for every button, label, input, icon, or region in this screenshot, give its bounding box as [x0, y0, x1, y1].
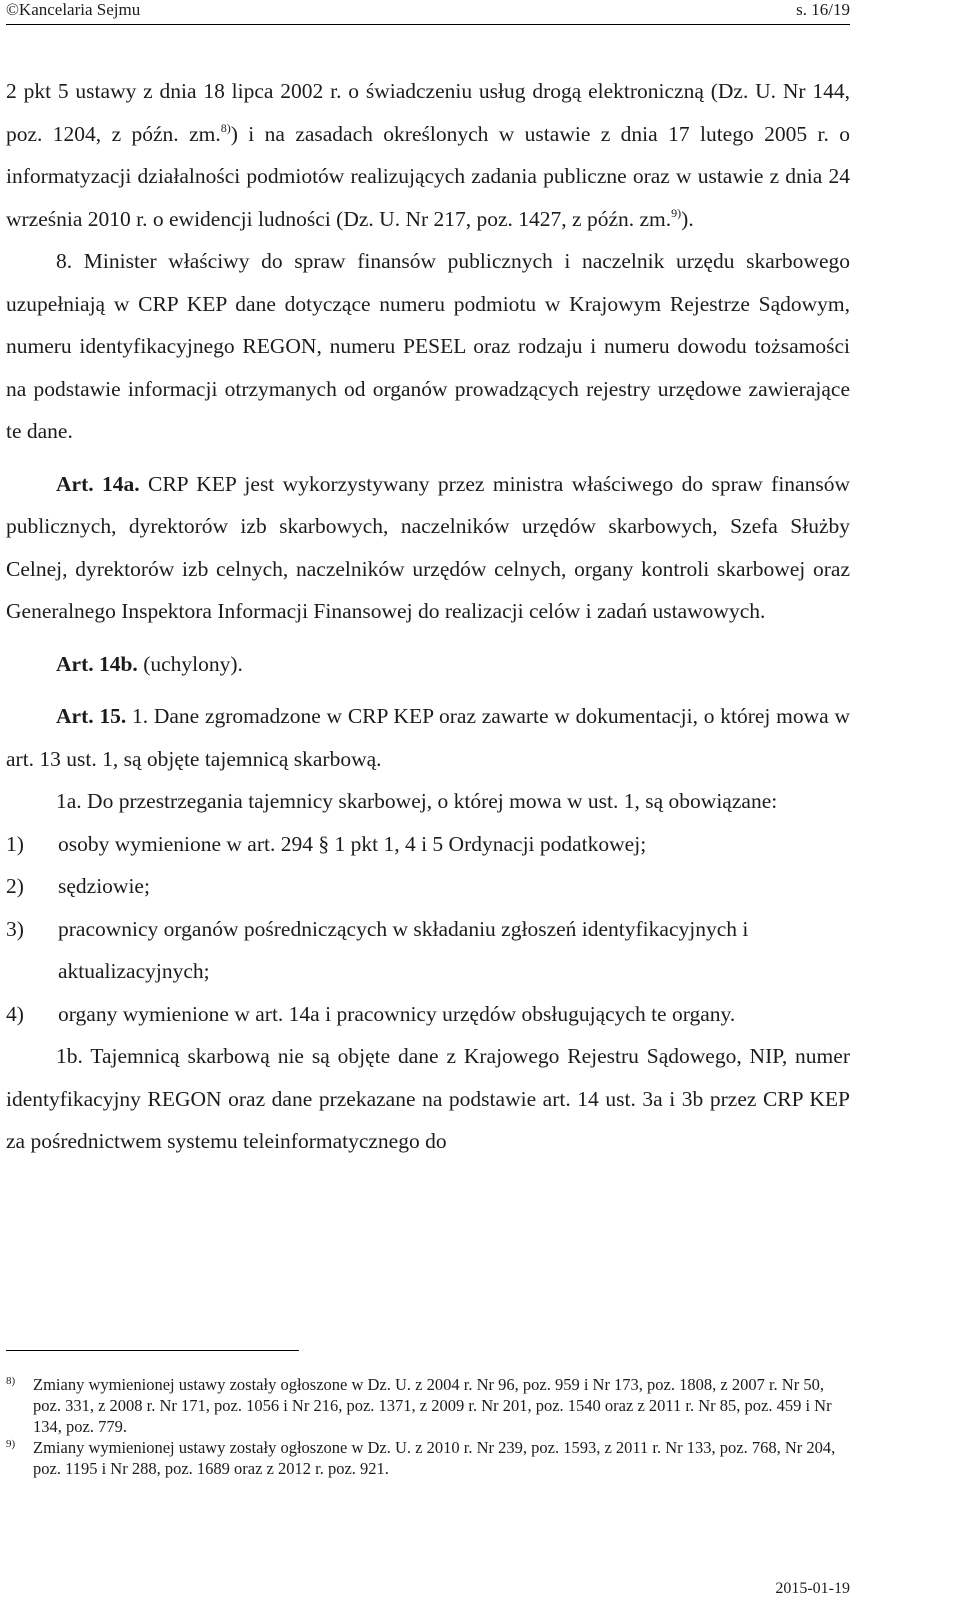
- paragraph-1b: 1b. Tajemnicą skarbową nie są objęte dane z Krajowego Rejestru Sądowego, NIP, numer identyfikacyjny REGON oraz dane przekazane na podstawie art. 14 ust. 3a i 3b przez CRP KEP za pośrednictwem systemu teleinformatycznego do: [6, 1044, 850, 1153]
- list-text: organy wymienione w art. 14a i pracownicy urzędów obsługujących te organy.: [58, 1001, 736, 1026]
- paragraph-8: 8. Minister właściwy do spraw finansów publicznych i naczelnik urzędu skarbowego uzupełniają w CRP KEP dane dotyczące numeru podmiotu w Krajowym Rejestrze Sądowym, numeru identyfikacyjnego REGON, numeru PESEL oraz rodzaju i numeru dowodu tożsamości na podstawie informacji otrzymanych od organów prowadzących rejestry urzędowe zawierające te dane.: [6, 249, 850, 443]
- list-number: 4): [6, 1001, 24, 1026]
- list-item: [6, 993, 850, 1036]
- article-15: Art. 15. 1. Dane zgromadzone w CRP KEP oraz zawarte w dokumentacji, o której mowa w art. 13 ust. 1, są objęte tajemnicą skarbową.: [6, 704, 850, 771]
- footnote-ref-9[interactable]: 9): [671, 205, 682, 220]
- article-label: Art. 14a.: [56, 471, 140, 496]
- paragraph-continuation: 2 pkt 5 ustawy z dnia 18 lipca 2002 r. o świadczeniu usług drogą elektroniczną (Dz. U. Nr 144, poz. 1204, z późn. zm.$^{8)}$) i na zasadach określonych w ustawie z dnia 17 lutego 2005 r. o informatyzacji działalności podmiotów realizujących zadania publiczne oraz w ustawie z dnia 24 września 2010 r. o ewidencji ludności (Dz. U. Nr 217, poz. 1427, z późn. zm.$^{9)}$).: [6, 79, 850, 231]
- footnote-ref-8[interactable]: 8): [220, 120, 231, 135]
- page-number: s. 16/19: [796, 0, 850, 19]
- list-item: [6, 908, 850, 993]
- footnotes: [6, 1374, 850, 1479]
- document-date: 2015-01-19: [775, 1580, 850, 1597]
- page-header: [6, 0, 850, 25]
- paragraph-1a: 1a. Do przestrzegania tajemnicy skarbowej, o której mowa w ust. 1, są obowiązane:: [56, 789, 778, 813]
- footnote-mark: 8): [6, 1375, 16, 1387]
- list-number: 1): [6, 831, 24, 856]
- footnote-9: [6, 1437, 850, 1479]
- list-item: [6, 865, 850, 908]
- footnote-mark: 9): [6, 1438, 16, 1450]
- list-item: [6, 823, 850, 866]
- list-text: sędziowie;: [58, 874, 150, 898]
- document-body: [6, 70, 850, 1163]
- footnote-8: [6, 1374, 850, 1437]
- footnote-text: Zmiany wymienionej ustawy zostały ogłoszone w Dz. U. z 2010 r. Nr 239, poz. 1593, z 2011 r. Nr 133, poz. 768, Nr 204, poz. 1195 i Nr 288, poz. 1689 oraz z 2012 r. poz. 921.: [33, 1438, 836, 1478]
- article-14b: Art. 14b. (uchylony).: [56, 651, 243, 676]
- list-text: osoby wymienione w art. 294 § 1 pkt 1, 4 i 5 Ordynacji podatkowej;: [58, 831, 647, 856]
- list-number: 2): [6, 874, 24, 898]
- list-number: 3): [6, 916, 24, 941]
- article-label: Art. 15.: [56, 704, 127, 728]
- header-source: ©Kancelaria Sejmu: [6, 0, 141, 19]
- article-14a: Art. 14a. CRP KEP jest wykorzystywany przez ministra właściwego do spraw finansów publicznych, dyrektorów izb skarbowych, naczelników urzędów skarbowych, Szefa Służby Celnej, dyrektorów izb celnych, naczelników urzędów celnych, organy kontroli skarbowej oraz Generalnego Inspektora Informacji Finansowej do realizacji celów i zadań ustawowych.: [6, 471, 850, 623]
- footnote-divider: [6, 1350, 299, 1351]
- footnote-text: Zmiany wymienionej ustawy zostały ogłoszone w Dz. U. z 2004 r. Nr 96, poz. 959 i Nr 173, poz. 1808, z 2007 r. Nr 50, poz. 331, z 2008 r. Nr 171, poz. 1056 i Nr 216, poz. 1371, z 2009 r. Nr 201, poz. 1540 oraz z 2011 r. Nr 85, poz. 459 i Nr 134, poz. 779.: [33, 1375, 832, 1436]
- list-text: pracownicy organów pośredniczących w składaniu zgłoszeń identyfikacyjnych i aktualizacyjnych;: [58, 916, 749, 983]
- article-label: Art. 14b.: [56, 651, 138, 676]
